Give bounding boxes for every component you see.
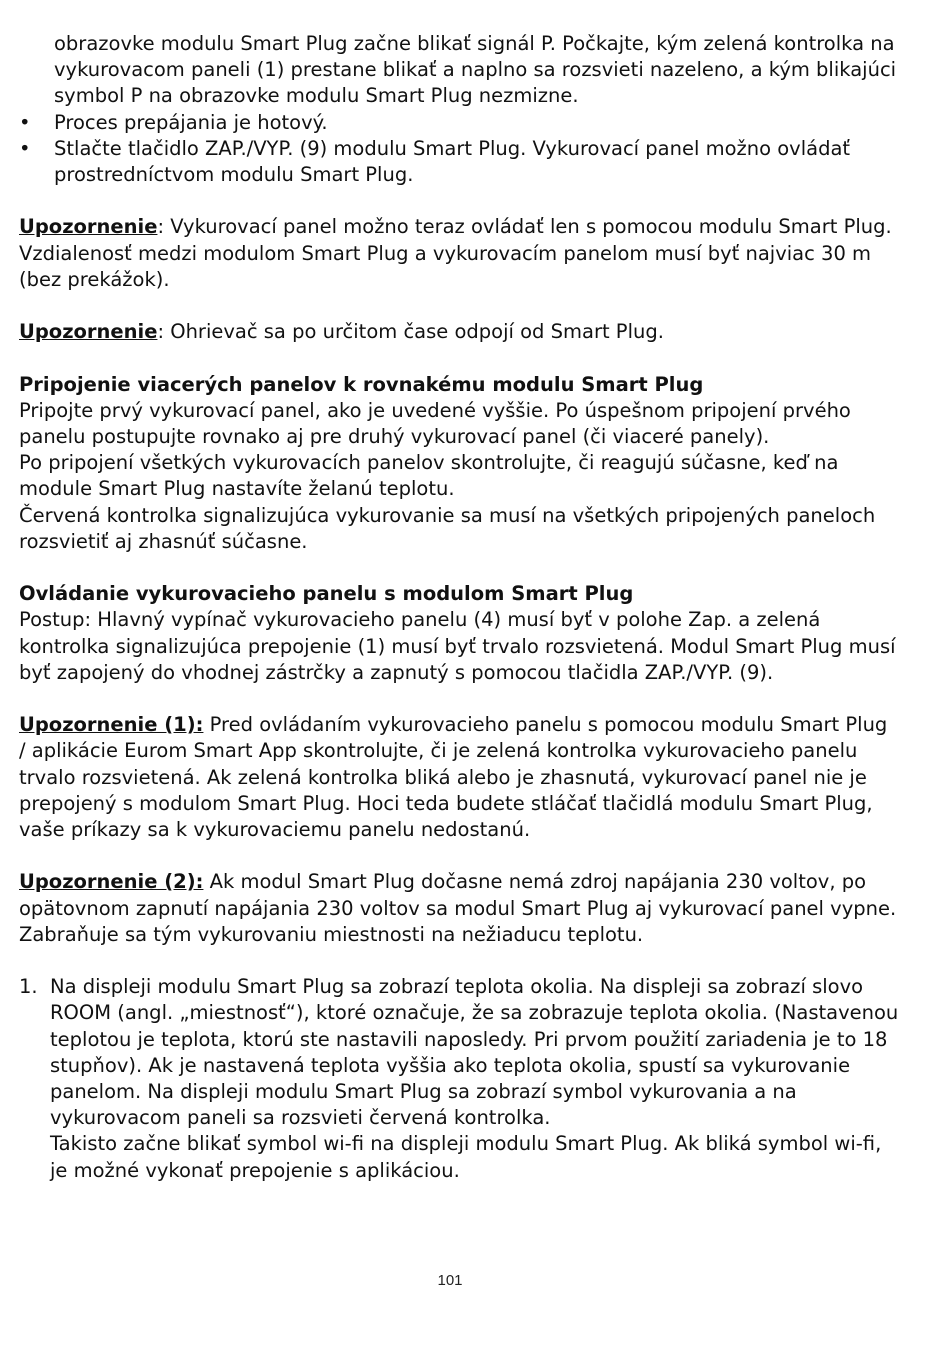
spacer [19, 843, 899, 869]
spacer [19, 555, 899, 581]
warning-text: Pred ovládaním vykurovacieho panelu s pomocou modulu Smart Plug / aplikácie Eurom Smart App skontrolujte, či je zelená kontrolka vykurovacieho panelu trvalo rozsvietená. Ak zelená kontrolka bliká alebo je zhasnutá, vykurovací panel nie je prepojený s modulom Smart Plug. Hoci teda budete stláčať tlačidlá modulu Smart Plug, vaše príkazy sa k vykurovaciemu panelu nedostanú. [19, 713, 888, 842]
warning-note-1 [19, 712, 899, 843]
step-text-continued: Takisto začne blikať symbol wi-fi na displeji modulu Smart Plug. Ak bliká symbol wi-fi, je možné vykonať prepojenie s aplikáciou. [50, 1132, 882, 1182]
continuation-paragraph: obrazovke modulu Smart Plug začne blikať signál P. Počkajte, kým zelená kontrolka na vykurovacom paneli (1) prestane blikať a naplno sa rozsvieti nazeleno, a kým blikajúci symbol P na obrazovke modulu Smart Plug nezmizne. [54, 32, 897, 108]
bullet-list [19, 110, 899, 189]
section-heading-control: Ovládanie vykurovacieho panelu s modulom Smart Plug [19, 582, 634, 606]
page-number: 101 [437, 1272, 463, 1289]
warning-note-disconnect [19, 319, 899, 345]
step-number: 1. [19, 975, 38, 999]
numbered-step-1 [19, 974, 899, 1184]
list-item [19, 136, 899, 188]
section-paragraph: Pripojte prvý vykurovací panel, ako je uvedené vyššie. Po úspešnom pripojení prvého panelu postupujte rovnako aj pre druhý vykurovací panel (či viaceré panely). [19, 398, 851, 448]
bullet-marker: • [19, 136, 31, 160]
section-paragraph: Po pripojení všetkých vykurovacích panelov skontrolujte, či reagujú súčasne, keď na module Smart Plug nastavíte želanú teplotu. [19, 451, 839, 501]
warning-text: : Ohrievač sa po určitom čase odpojí od Smart Plug. [157, 320, 664, 344]
warning-text: Ak modul Smart Plug dočasne nemá zdroj napájania 230 voltov, po opätovnom zapnutí napájania 230 voltov sa modul Smart Plug aj vykurovací panel vypne. Zabraňuje sa tým vykurovaniu miestnosti na nežiaducu teplotu. [19, 870, 897, 946]
step-text: Na displeji modulu Smart Plug sa zobrazí teplota okolia. Na displeji sa zobrazí slovo ROOM (angl. „miestnosť“), ktoré označuje, že sa zobrazuje teplota okolia. (Nastavenou teplotou je teplota, ktorú ste nastavili naposledy. Pri prvom použití zariadenia je to 18 stupňov). Ak je nastavená teplota vyššia ako teplota okolia, spustí sa vykurovanie panelom. Na displeji modulu Smart Plug sa zobrazí symbol vykurovania a na vykurovacom paneli sa rozsvieti červená kontrolka. [50, 975, 899, 1130]
section-paragraph: Postup: Hlavný vypínač vykurovacieho panelu (4) musí byť v polohe Zap. a zelená kontrolka signalizujúca prepojenie (1) musí byť trvalo rozsvietená. Modul Smart Plug musí byť zapojený do vhodnej zástrčky a zapnutý s pomocou tlačidla ZAP./VYP. (9). [19, 608, 896, 684]
warning-text: : Vykurovací panel možno teraz ovládať len s pomocou modulu Smart Plug. Vzdialenosť medzi modulom Smart Plug a vykurovacím panelom musí byť najviac 30 m (bez prekážok). [19, 215, 892, 291]
warning-label: Upozornenie (1): [19, 713, 204, 737]
spacer [19, 948, 899, 974]
bullet-text: Stlačte tlačidlo ZAP./VYP. (9) modulu Smart Plug. Vykurovací panel možno ovládať prostredníctvom modulu Smart Plug. [54, 136, 851, 187]
bullet-text: Proces prepájania je hotový. [54, 110, 328, 134]
warning-label: Upozornenie [19, 215, 158, 239]
list-item [19, 110, 899, 136]
section-heading-multiple-panels: Pripojenie viacerých panelov k rovnakému modulu Smart Plug [19, 372, 704, 396]
section-paragraph: Červená kontrolka signalizujúca vykurovanie sa musí na všetkých pripojených paneloch rozsvietiť aj zhasnúť súčasne. [19, 503, 876, 553]
warning-label: Upozornenie (2): [19, 870, 204, 894]
spacer [19, 293, 899, 319]
spacer [19, 345, 899, 371]
bullet-marker: • [19, 110, 31, 134]
manual-page [19, 31, 899, 1184]
warning-note-range [19, 214, 899, 293]
spacer [19, 188, 899, 214]
warning-note-2 [19, 869, 899, 948]
spacer [19, 686, 899, 712]
warning-label: Upozornenie [19, 320, 158, 344]
